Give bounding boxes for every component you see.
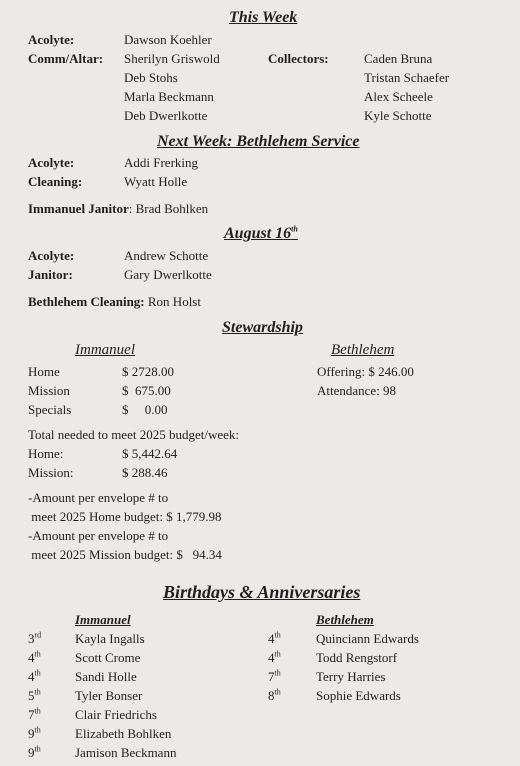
birthday-day: 9th	[28, 725, 41, 741]
cleaning-name: Wyatt Holle	[124, 174, 188, 189]
stewardship-title: Stewardship	[222, 319, 303, 336]
stewardship-immanuel-title: Immanuel	[75, 342, 135, 358]
janitor-name: Gary Dwerlkotte	[124, 267, 212, 282]
acolyte-name: Andrew Schotte	[124, 248, 209, 263]
comm-altar-name: Sherilyn Griswold	[124, 51, 220, 66]
budget-value: $ 5,442.64	[122, 446, 178, 461]
budget-total-label: Total needed to meet 2025 budget/week:	[28, 427, 239, 442]
envelope-line: -Amount per envelope # to	[28, 490, 169, 505]
bethlehem-cleaning-label: Bethlehem Cleaning:	[28, 294, 145, 309]
envelope-line: -Amount per envelope # to	[28, 528, 169, 543]
birthday-name: Elizabeth Bohlken	[75, 726, 172, 741]
birthday-name: Jamison Beckmann	[75, 745, 177, 760]
stewardship-value: $ 0.00	[122, 402, 168, 417]
immanuel-janitor-line	[28, 202, 208, 215]
collector-name: Kyle Schotte	[364, 108, 432, 123]
comm-altar-label: Comm/Altar:	[28, 51, 104, 66]
bethlehem-cleaning-line	[28, 295, 201, 308]
birthdays-immanuel-title: Immanuel	[75, 612, 131, 627]
birthday-name: Kayla Ingalls	[75, 631, 145, 646]
acolyte-label: Acolyte:	[28, 32, 75, 47]
august-title-text: August 16	[224, 225, 292, 242]
collector-name: Caden Bruna	[364, 51, 433, 66]
stewardship-label: Specials	[28, 402, 72, 417]
birthday-day: 4th	[28, 668, 41, 684]
stewardship-label: Home	[28, 364, 60, 379]
comm-altar-name: Marla Beckmann	[124, 89, 214, 104]
birthday-name: Tyler Bonser	[75, 688, 143, 703]
birthday-day: 7th	[268, 668, 281, 684]
birthday-name: Todd Rengstorf	[316, 650, 398, 665]
acolyte-label: Acolyte:	[28, 155, 75, 170]
budget-value: $ 288.46	[122, 465, 168, 480]
birthday-day: 7th	[28, 706, 41, 722]
budget-label: Mission:	[28, 465, 74, 480]
comm-altar-name: Deb Stohs	[124, 70, 178, 85]
budget-label: Home:	[28, 446, 64, 461]
birthday-name: Sophie Edwards	[316, 688, 401, 703]
bethlehem-cleaning-name: Ron Holst	[144, 294, 201, 309]
birthday-name: Terry Harries	[316, 669, 386, 684]
envelope-line: meet 2025 Mission budget: $ 94.34	[28, 547, 222, 562]
birthdays-bethlehem-title: Bethlehem	[316, 612, 374, 627]
acolyte-label: Acolyte:	[28, 248, 75, 263]
collector-name: Alex Scheele	[364, 89, 433, 104]
cleaning-label: Cleaning:	[28, 174, 83, 189]
bethlehem-attendance: Attendance: 98	[317, 383, 397, 398]
birthday-day: 4th	[28, 649, 41, 665]
birthday-day: 8th	[268, 687, 281, 703]
collector-name: Tristan Schaefer	[364, 70, 450, 85]
acolyte-name: Addi Frerking	[124, 155, 199, 170]
august-title-sup: th	[291, 224, 298, 234]
envelope-line: meet 2025 Home budget: $ 1,779.98	[28, 509, 222, 524]
birthday-name: Scott Crome	[75, 650, 141, 665]
birthday-name: Clair Friedrichs	[75, 707, 157, 722]
birthday-name: Sandi Holle	[75, 669, 137, 684]
janitor-label: Janitor:	[28, 267, 73, 282]
birthday-day: 9th	[28, 744, 41, 760]
birthday-name: Quinciann Edwards	[316, 631, 419, 646]
bethlehem-offering: Offering: $ 246.00	[317, 364, 414, 379]
stewardship-bethlehem-title: Bethlehem	[331, 342, 395, 358]
stewardship-label: Mission	[28, 383, 70, 398]
comm-altar-name: Deb Dwerlkotte	[124, 108, 208, 123]
janitor-label: Immanuel Janitor	[28, 201, 129, 216]
this-week-title: This Week	[229, 9, 298, 26]
next-week-title: Next Week: Bethlehem Service	[157, 133, 360, 150]
birthday-day: 4th	[268, 630, 281, 646]
birthday-day: 4th	[268, 649, 281, 665]
birthdays-title: Birthdays & Anniversaries	[163, 582, 361, 602]
acolyte-name: Dawson Koehler	[124, 32, 212, 47]
august-title	[224, 226, 298, 242]
birthday-day: 5th	[28, 687, 41, 703]
janitor-name: : Brad Bohlken	[128, 201, 209, 216]
stewardship-value: $ 2728.00	[122, 364, 174, 379]
collectors-label: Collectors:	[268, 51, 329, 66]
birthday-day: 3rd	[28, 630, 42, 646]
stewardship-value: $ 675.00	[122, 383, 171, 398]
